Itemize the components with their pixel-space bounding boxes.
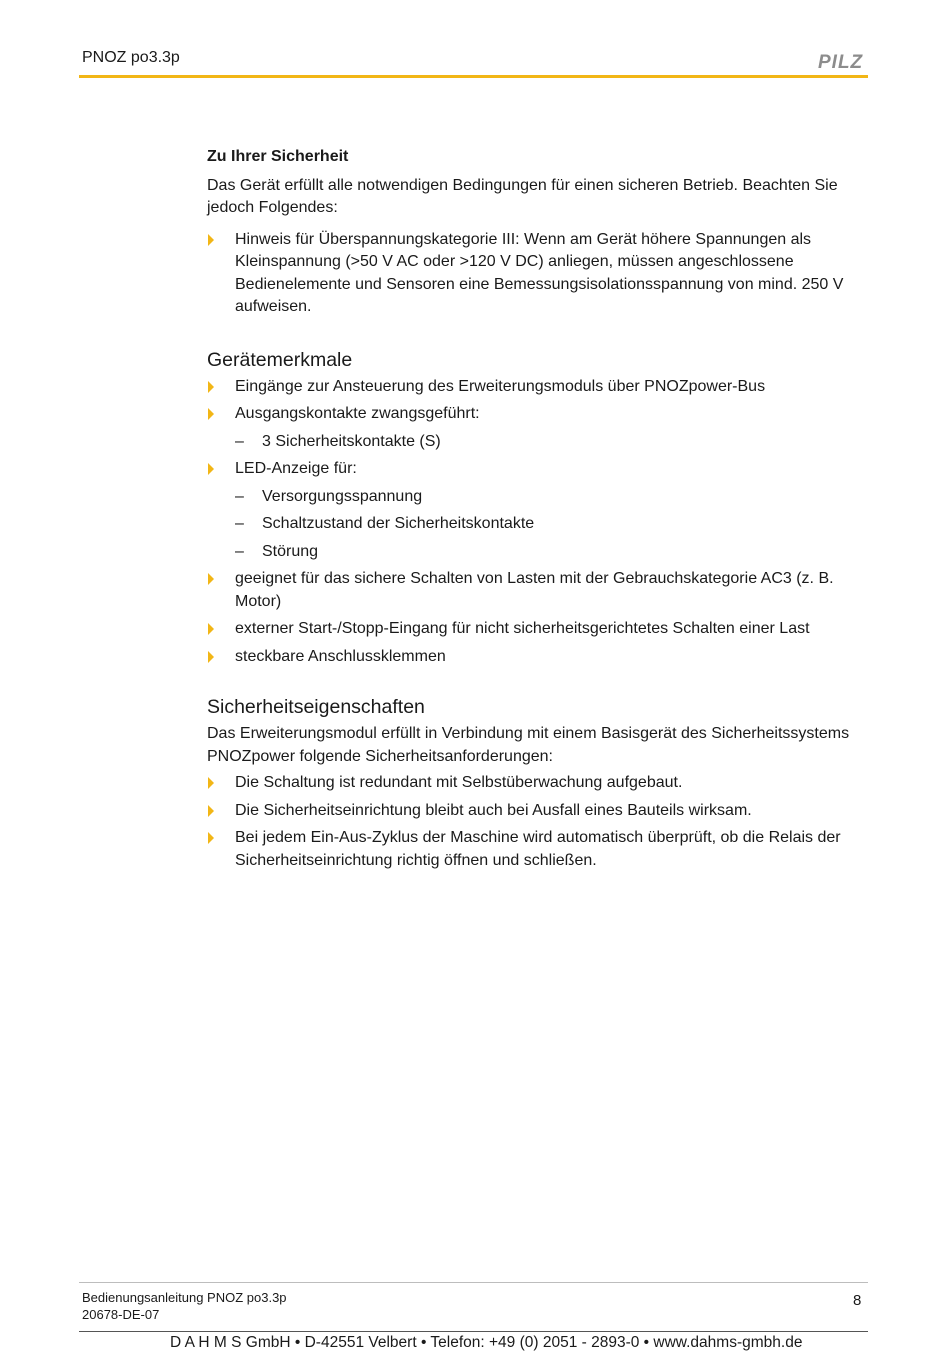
footer-info	[82, 1289, 287, 1323]
header-divider	[79, 75, 868, 78]
bullet-arrow-icon	[208, 832, 214, 844]
features-list	[207, 376, 868, 669]
bullet-arrow-icon	[208, 381, 214, 393]
sub-list-item: – Versorgungsspannung	[235, 487, 423, 505]
bullet-arrow-icon	[208, 463, 214, 475]
list-item: geeignet für das sichere Schalten von Lasten mit der Gebrauchskategorie AC3 (z. B. Motor)	[207, 568, 868, 613]
sub-list-item: – Schaltzustand der Sicherheitskontakte	[235, 515, 535, 532]
page-number: 8	[853, 1292, 862, 1309]
list-item: Ausgangskontakte zwangsgeführt:	[207, 403, 868, 426]
properties-intro: Das Erweiterungsmodul erfüllt in Verbindung mit einem Basisgerät des Sicherheitssystems PNOZpower folgende Sicherheitsanforderungen:	[207, 725, 850, 765]
footer-company-divider	[79, 1331, 868, 1332]
bullet-arrow-icon	[208, 234, 214, 246]
bullet-arrow-icon	[208, 805, 214, 817]
properties-heading: Sicherheitseigenschaften	[207, 696, 425, 718]
list-item: Eingänge zur Ansteuerung des Erweiterungsmoduls über PNOZpower-Bus	[207, 376, 868, 399]
footer-doc-number: 20678-DE-07	[82, 1307, 160, 1322]
sub-list-item: – Störung	[235, 542, 319, 560]
main-content	[207, 146, 868, 877]
footer-company: D A H M S GmbH • D-42551 Velbert • Telefon: +49 (0) 2051 - 2893-0 • www.dahms-gmbh.de	[170, 1334, 803, 1351]
pilz-logo: PILZ	[818, 52, 864, 73]
list-item: LED-Anzeige für:	[207, 458, 868, 481]
list-item: steckbare Anschlussklemmen	[207, 646, 868, 669]
list-item: Hinweis für Überspannungskategorie III: Wenn am Gerät höhere Spannungen als Kleinspannung (>50 V AC oder >120 V DC) anliegen, müssen angeschlossene Bedienelemente und Sensoren eine Bemessungsisolationsspannung von mind. 250 V aufweisen.	[207, 229, 868, 319]
bullet-arrow-icon	[208, 408, 214, 420]
footer-divider	[79, 1282, 868, 1283]
list-item: Bei jedem Ein-Aus-Zyklus der Maschine wird automatisch überprüft, ob die Relais der Sicherheitseinrichtung richtig öffnen und schließen.	[207, 827, 868, 872]
footer-manual: Bedienungsanleitung PNOZ po3.3p	[82, 1290, 287, 1305]
list-item: Die Sicherheitseinrichtung bleibt auch bei Ausfall eines Bauteils wirksam.	[207, 800, 868, 823]
bullet-arrow-icon	[208, 777, 214, 789]
safety-list	[207, 229, 868, 319]
safety-intro: Das Gerät erfüllt alle notwendigen Bedingungen für einen sicheren Betrieb. Beachten Sie jedoch Folgendes:	[207, 176, 838, 216]
list-item: externer Start-/Stopp-Eingang für nicht sicherheitsgerichtetes Schalten einer Last	[207, 618, 868, 641]
sub-list-item: – 3 Sicherheitskontakte (S)	[235, 432, 441, 450]
bullet-arrow-icon	[208, 651, 214, 663]
list-item: Die Schaltung ist redundant mit Selbstüberwachung aufgebaut.	[207, 772, 868, 795]
bullet-arrow-icon	[208, 623, 214, 635]
header-title: PNOZ po3.3p	[82, 49, 180, 66]
properties-list	[207, 772, 868, 872]
safety-heading: Zu Ihrer Sicherheit	[207, 148, 349, 165]
features-heading: Gerätemerkmale	[207, 348, 353, 371]
bullet-arrow-icon	[208, 573, 214, 585]
